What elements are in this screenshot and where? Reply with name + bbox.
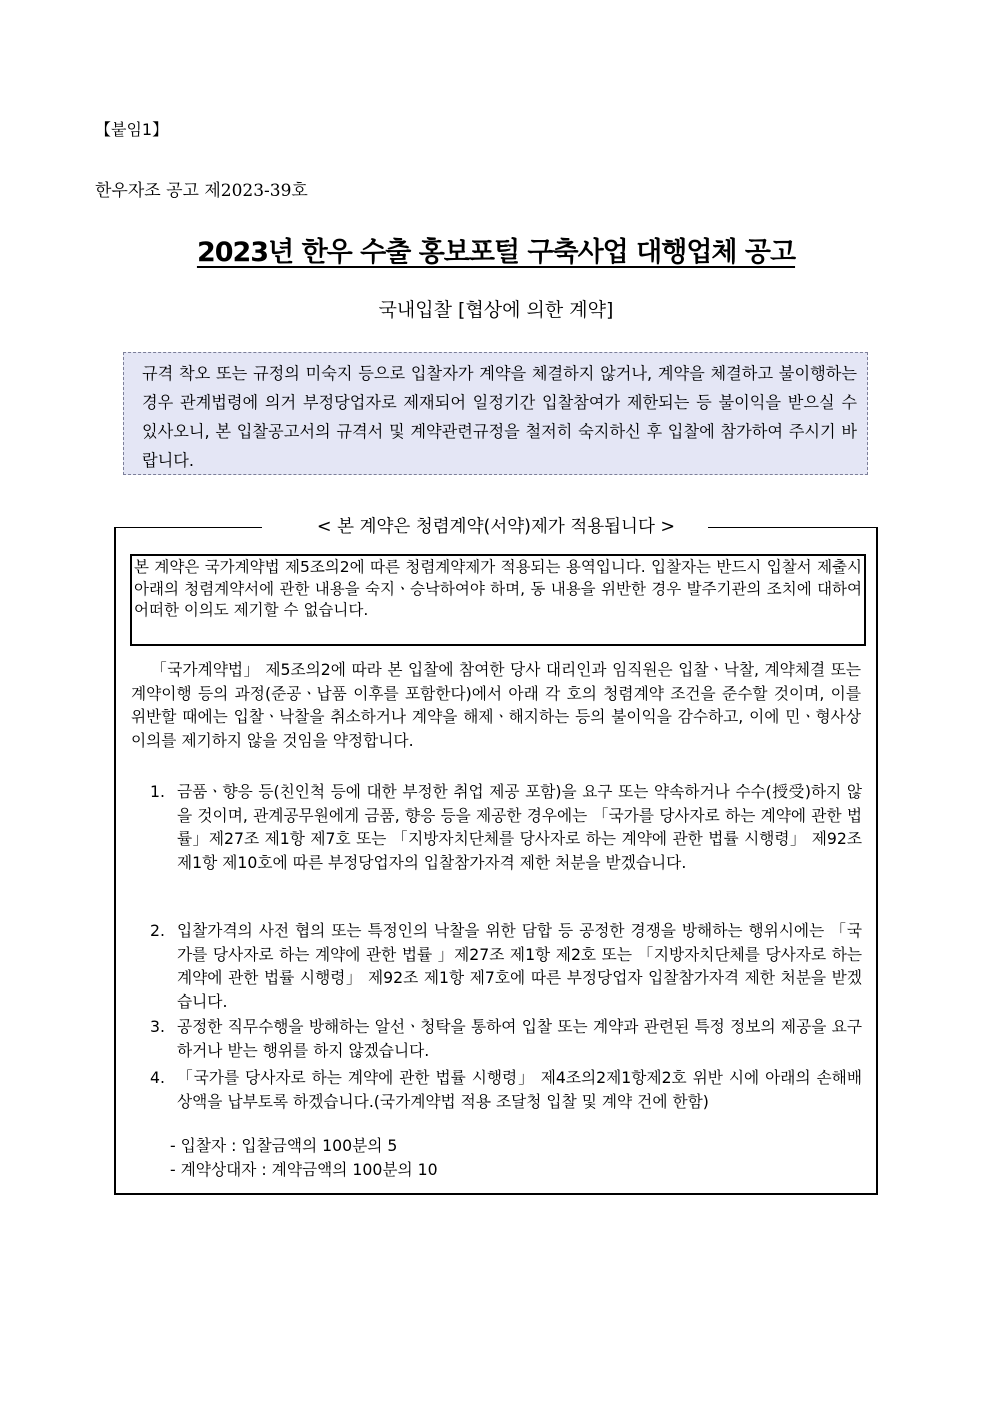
sub-item-contractor: - 계약상대자 : 계약금액의 100분의 10 bbox=[170, 1160, 438, 1179]
warning-box: 규격 착오 또는 규정의 미숙지 등으로 입찰자가 계약을 체결하지 않거나, 계약을 체결하고 불이행하는 경우 관계법령에 의거 부정당업자로 제재되어 일정기간 입찰참여가 제한되는 등 불이익을 받으실 수 있사오니, 본 입찰공고서의 규격서 및 계약관련규정을 철저히 숙지하신 후 입찰에 참가하여 주시기 바랍니다. bbox=[123, 352, 868, 475]
integrity-heading bbox=[116, 513, 876, 538]
integrity-contract-section bbox=[114, 517, 878, 1195]
list-item bbox=[150, 1066, 862, 1113]
page-title: 2023년 한우 수출 홍보포털 구축사업 대행업체 공고 bbox=[196, 237, 796, 268]
list-item bbox=[150, 1015, 862, 1062]
list-item-text: 「국가를 당사자로 하는 계약에 관한 법률 시행령」 제4조의2제1항제2호 위반 시에 아래의 손해배상액을 납부토록 하겠습니다.(국가계약법 적용 조달청 입찰 및 계약 건에 한함) bbox=[177, 1068, 862, 1111]
list-item-number: 2. bbox=[150, 921, 165, 940]
notice-number: 한우자조 공고 제2023-39호 bbox=[95, 181, 308, 201]
list-item-number: 1. bbox=[150, 782, 165, 801]
list-item bbox=[150, 780, 862, 875]
list-item-text: 금품ㆍ향응 등(친인척 등에 대한 부정한 취업 제공 포함)을 요구 또는 약속하거나 수수(授受)하지 않을 것이며, 관계공무원에게 금품, 향응 등을 제공한 경우에는 「국가를 당사자로 하는 계약에 관한 법률」제27조 제1항 제7호 또는 「지방자치단체를 당사자로 하는 계약에 관한 법률 시행령」 제92조 제1항 제10호에 따른 부정당업자의 입찰참가자격 제한 처분을 받겠습니다. bbox=[177, 782, 862, 873]
list-item-text: 공정한 직무수행을 방해하는 알선ㆍ청탁을 통하여 입찰 또는 계약과 관련된 특정 정보의 제공을 요구하거나 받는 행위를 하지 않겠습니다. bbox=[177, 1017, 862, 1060]
page-subtitle: 국내입찰 [협상에 의한 계약] bbox=[378, 299, 614, 321]
list-item-text: 입찰가격의 사전 협의 또는 특정인의 낙찰을 위한 담합 등 공정한 경쟁을 방해하는 행위시에는 「국가를 당사자로 하는 계약에 관한 법률 」제27조 제1항 제2호 또는 「지방자치단체를 당사자로 하는 계약에 관한 법률 시행령」 제92조 제1항 제7호에 따른 부정당업자 입찰참가자격 제한 처분을 받겠습니다. bbox=[177, 921, 862, 1012]
list-item-number: 3. bbox=[150, 1017, 165, 1036]
sub-item-bidder: - 입찰자 : 입찰금액의 100분의 5 bbox=[170, 1136, 398, 1155]
list-item bbox=[150, 919, 862, 1014]
integrity-notice-box: 본 계약은 국가계약법 제5조의2에 따른 청렴계약제가 적용되는 용역입니다. 입찰자는 반드시 입찰서 제출시 아래의 청렴계약서에 관한 내용을 숙지ㆍ승낙하여야 하며, 동 내용을 위반한 경우 발주기관의 조치에 대하여 어떠한 이의도 제기할 수 없습니다. bbox=[130, 554, 866, 646]
integrity-heading-text: < 본 계약은 청렴계약(서약)제가 적용됩니다 > bbox=[314, 517, 678, 537]
attachment-label: 【붙임1】 bbox=[95, 120, 169, 139]
pledge-paragraph: 「국가계약법」 제5조의2에 따라 본 입찰에 참여한 당사 대리인과 임직원은 입찰ㆍ낙찰, 계약체결 또는 계약이행 등의 과정(준공ㆍ납품 이후를 포함한다)에서 아래 각 호의 청렴계약 조건을 준수할 것이며, 이를 위반할 때에는 입찰ㆍ낙찰을 취소하거나 계약을 해제ㆍ해지하는 등의 불이익을 감수하고, 이에 민ㆍ형사상 이의를 제기하지 않을 것임을 약정합니다. bbox=[131, 660, 861, 751]
list-item-number: 4. bbox=[150, 1068, 165, 1087]
